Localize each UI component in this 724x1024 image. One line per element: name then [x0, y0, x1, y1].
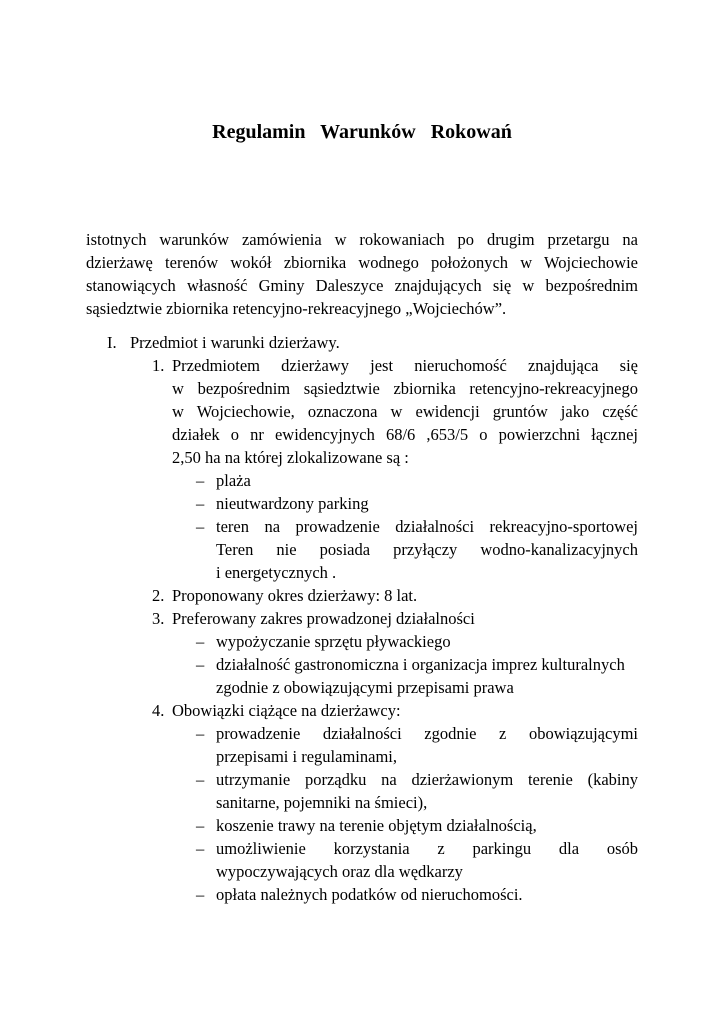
item-3-bullet-2-cont: zgodnie z obowiązującymi przepisami prawa: [216, 678, 514, 697]
item-3-bullet-2: działalność gastronomiczna i organizacja imprez kulturalnych: [216, 655, 625, 674]
intro-line-1: istotnych warunków zamówienia w rokowaniach po drugim przetargu na: [86, 230, 638, 249]
item-4-bullet-1: prowadzenie działalności zgodnie z obowiązującymi: [216, 724, 638, 743]
bullet-dash: –: [196, 632, 205, 651]
item-1-line-5: 2,50 ha na której zlokalizowane są :: [172, 448, 409, 467]
bullet-dash: –: [196, 816, 205, 835]
bullet-dash: –: [196, 471, 205, 490]
item-1-line-1: Przedmiotem dzierżawy jest nieruchomość znajdująca się: [172, 356, 638, 375]
item-3-text: Preferowany zakres prowadzonej działalności: [172, 609, 475, 628]
intro-line-4: sąsiedztwie zbiornika retencyjno-rekreacyjnego „Wojciechów”.: [86, 299, 507, 318]
item-4-bullet-2: utrzymanie porządku na dzierżawionym terenie (kabiny: [216, 770, 638, 789]
section-numeral: I.: [107, 333, 117, 352]
item-4-bullet-1-cont: przepisami i regulaminami,: [216, 747, 397, 766]
item-4-bullet-2-cont: sanitarne, pojemniki na śmieci),: [216, 793, 428, 812]
bullet-dash: –: [196, 770, 205, 789]
item-1-bullet-2: nieutwardzony parking: [216, 494, 369, 513]
item-1-bullet-3-cont-2: i energetycznych .: [216, 563, 337, 582]
bullet-dash: –: [196, 724, 205, 743]
section-heading: Przedmiot i warunki dzierżawy.: [130, 333, 340, 352]
item-2-text: Proponowany okres dzierżawy: 8 lat.: [172, 586, 418, 605]
item-1-bullet-3: teren na prowadzenie działalności rekreacyjno-sportowej: [216, 517, 638, 536]
bullet-dash: –: [196, 655, 205, 674]
item-1-number: 1.: [152, 356, 165, 375]
item-1-line-3: w Wojciechowie, oznaczona w ewidencji gruntów jako część: [172, 402, 638, 421]
item-1-line-4: działek o nr ewidencyjnych 68/6 ,653/5 o powierzchni łącznej: [172, 425, 638, 444]
item-4-number: 4.: [152, 701, 165, 720]
bullet-dash: –: [196, 839, 205, 858]
item-4-bullet-4-cont: wypoczywających oraz dla wędkarzy: [216, 862, 463, 881]
bullet-dash: –: [196, 885, 205, 904]
item-3-number: 3.: [152, 609, 165, 628]
item-1-bullet-3-cont-1: Teren nie posiada przyłączy wodno-kanalizacyjnych: [216, 540, 638, 559]
intro-line-2: dzierżawę terenów wokół zbiornika wodnego położonych w Wojciechowie: [86, 253, 638, 272]
item-3-bullet-1: wypożyczanie sprzętu pływackiego: [216, 632, 451, 651]
intro-line-3: stanowiących własność Gminy Daleszyce znajdujących się w bezpośrednim: [86, 276, 638, 295]
item-1-bullet-1: plaża: [216, 471, 251, 490]
item-4-bullet-3: koszenie trawy na terenie objętym działalnością,: [216, 816, 537, 835]
bullet-dash: –: [196, 517, 205, 536]
item-4-bullet-5: opłata należnych podatków od nieruchomości.: [216, 885, 523, 904]
item-4-text: Obowiązki ciążące na dzierżawcy:: [172, 701, 401, 720]
document-title: Regulamin Warunków Rokowań: [212, 121, 512, 143]
bullet-dash: –: [196, 494, 205, 513]
item-1-line-2: w bezpośrednim sąsiedztwie zbiornika retencyjno-rekreacyjnego: [172, 379, 638, 398]
item-2-number: 2.: [152, 586, 165, 605]
item-4-bullet-4: umożliwienie korzystania z parkingu dla osób: [216, 839, 638, 858]
